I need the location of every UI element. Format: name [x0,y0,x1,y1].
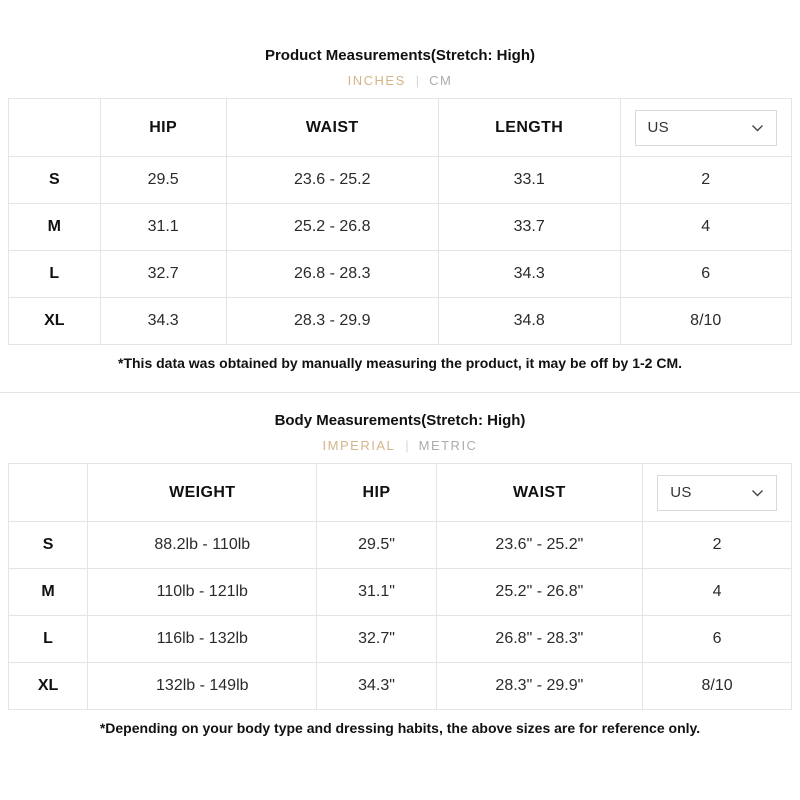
cm-unit-option[interactable]: CM [429,73,453,88]
inches-unit-option[interactable]: INCHES [347,73,406,88]
length-cell: 33.7 [438,204,620,251]
size-system-header-cell [643,464,792,522]
hip-cell: 32.7 [100,251,226,298]
waist-cell: 28.3 - 29.9 [226,298,438,345]
imperial-unit-option[interactable]: IMPERIAL [322,438,396,453]
body-measurement-note: *Depending on your body type and dressing habits, the above sizes are for reference only. [99,720,701,736]
us-size-cell: 4 [643,569,792,616]
waist-column-header: WAIST [436,464,643,522]
hip-cell: 31.1" [317,569,436,616]
us-size-cell: 2 [620,157,792,204]
product-size-row-s [9,157,792,204]
us-size-cell: 8/10 [620,298,792,345]
size-system-select[interactable] [635,110,778,146]
hip-column-header: HIP [317,464,436,522]
us-size-cell: 8/10 [643,663,792,710]
length-cell: 34.8 [438,298,620,345]
body-size-row-l [9,616,792,663]
hip-cell: 29.5" [317,522,436,569]
body-size-row-xl [9,663,792,710]
weight-cell: 110lb - 121lb [88,569,317,616]
body-size-table [8,463,792,710]
size-label: XL [9,298,101,345]
product-measurements-section [0,47,800,372]
product-size-table [8,98,792,345]
waist-cell: 25.2" - 26.8" [436,569,643,616]
body-measurements-title: Body Measurements(Stretch: High) [274,412,526,429]
us-size-cell: 6 [620,251,792,298]
size-system-value: US [670,484,692,501]
product-size-row-xl [9,298,792,345]
size-label: L [9,251,101,298]
corner-header-cell [9,99,101,157]
hip-cell: 29.5 [100,157,226,204]
weight-column-header: WEIGHT [88,464,317,522]
metric-unit-option[interactable]: METRIC [418,438,478,453]
size-system-header-cell [620,99,792,157]
length-cell: 34.3 [438,251,620,298]
size-label: M [9,204,101,251]
waist-column-header: WAIST [226,99,438,157]
us-size-cell: 2 [643,522,792,569]
body-measurements-section [0,393,800,737]
body-size-row-m [9,569,792,616]
corner-header-cell [9,464,88,522]
chevron-down-icon [751,489,764,497]
product-table-header-row [9,99,792,157]
us-size-cell: 6 [643,616,792,663]
weight-cell: 116lb - 132lb [88,616,317,663]
hip-cell: 34.3 [100,298,226,345]
product-units-toggle [0,73,800,89]
hip-column-header: HIP [100,99,226,157]
size-label: M [9,569,88,616]
waist-cell: 23.6" - 25.2" [436,522,643,569]
waist-cell: 28.3" - 29.9" [436,663,643,710]
units-divider: | [405,438,409,453]
units-divider: | [415,73,420,88]
length-column-header: LENGTH [438,99,620,157]
weight-cell: 132lb - 149lb [88,663,317,710]
size-label: S [9,522,88,569]
body-units-toggle [0,438,800,454]
length-cell: 33.1 [438,157,620,204]
waist-cell: 26.8" - 28.3" [436,616,643,663]
us-size-cell: 4 [620,204,792,251]
size-system-select[interactable] [657,475,777,511]
size-label: S [9,157,101,204]
chevron-down-icon [751,124,764,132]
waist-cell: 23.6 - 25.2 [226,157,438,204]
weight-cell: 88.2lb - 110lb [88,522,317,569]
body-size-row-s [9,522,792,569]
size-label: XL [9,663,88,710]
product-size-row-m [9,204,792,251]
product-measurements-title: Product Measurements(Stretch: High) [264,47,536,64]
hip-cell: 31.1 [100,204,226,251]
hip-cell: 32.7" [317,616,436,663]
size-system-value: US [647,119,669,136]
waist-cell: 25.2 - 26.8 [226,204,438,251]
product-measurement-note: *This data was obtained by manually measuring the product, it may be off by 1-2 CM. [118,355,682,371]
product-size-row-l [9,251,792,298]
hip-cell: 34.3" [317,663,436,710]
size-label: L [9,616,88,663]
body-table-header-row [9,464,792,522]
waist-cell: 26.8 - 28.3 [226,251,438,298]
